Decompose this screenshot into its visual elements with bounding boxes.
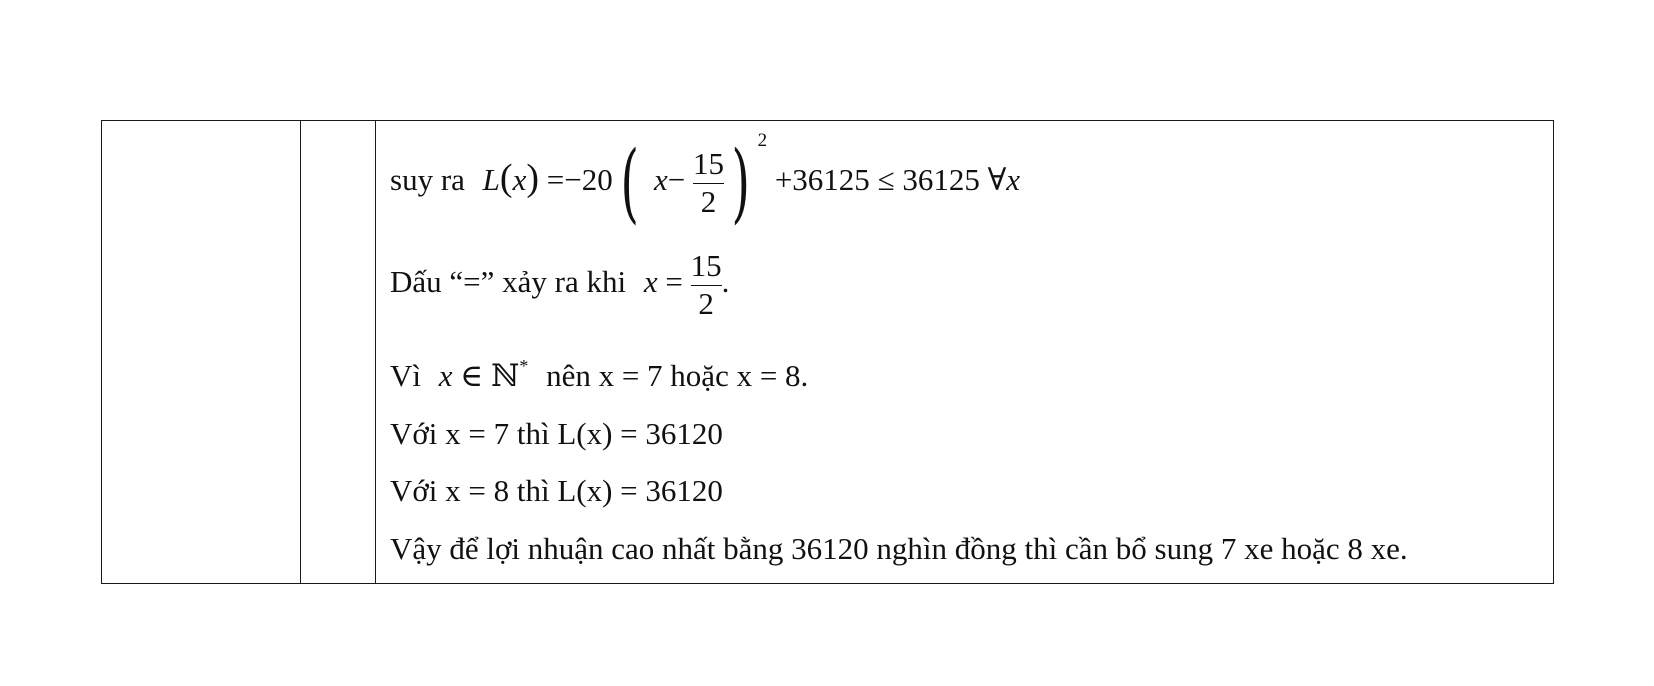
- element-of-symbol: ∈: [460, 358, 484, 393]
- column-divider-2: [375, 121, 376, 583]
- function-name: L: [482, 162, 500, 198]
- condition-fraction: [691, 250, 722, 320]
- equality-condition-text: Dấu “=” xảy ra khi: [390, 264, 627, 300]
- solution-content: [390, 120, 1540, 584]
- equality-condition-line: [390, 250, 729, 320]
- case-x7-line: Với x = 7 thì L(x) = 36120: [390, 416, 723, 451]
- conclusion-line: Vậy để lợi nhuận cao nhất bằng 36120 nghìn đồng thì cần bổ sung 7 xe hoặc 8 xe.: [390, 531, 1408, 566]
- forall-var: x: [1006, 162, 1021, 198]
- condition-var: x: [643, 264, 658, 300]
- column-divider-1: [300, 121, 301, 583]
- equals-sign: =: [546, 162, 565, 198]
- exponent: 2: [757, 130, 768, 152]
- condition-numerator: 15: [690, 248, 722, 283]
- fraction-numerator: 15: [693, 145, 725, 181]
- formula-prefix: suy ra: [390, 162, 465, 198]
- big-open-paren: (: [620, 133, 639, 233]
- big-close-paren: ): [731, 133, 751, 233]
- condition-denominator: 2: [698, 285, 714, 321]
- fraction-denominator: 2: [700, 183, 717, 219]
- function-var: x: [512, 162, 527, 198]
- fraction-15-over-2: [693, 145, 725, 219]
- condition-equals: =: [665, 264, 683, 300]
- domain-var: x: [438, 358, 453, 393]
- set-superscript: *: [519, 356, 529, 376]
- formula-rest: +36125 ≤ 36125: [774, 162, 980, 198]
- case-x8-line: Với x = 8 thì L(x) = 36120: [390, 473, 723, 508]
- forall-symbol: ∀: [987, 162, 1007, 198]
- open-paren-small: (: [499, 157, 513, 200]
- condition-period: .: [721, 264, 730, 300]
- minus-sign: −: [667, 162, 686, 198]
- close-paren-small: ): [526, 157, 539, 200]
- domain-rest: nên x = 7 hoặc x = 8.: [546, 358, 809, 393]
- inner-var: x: [654, 162, 668, 198]
- natural-numbers-symbol: ℕ: [490, 358, 520, 393]
- domain-prefix: Vì: [390, 358, 421, 393]
- formula-line: [390, 130, 1021, 233]
- domain-line: [390, 356, 809, 393]
- coefficient: −20: [564, 162, 613, 198]
